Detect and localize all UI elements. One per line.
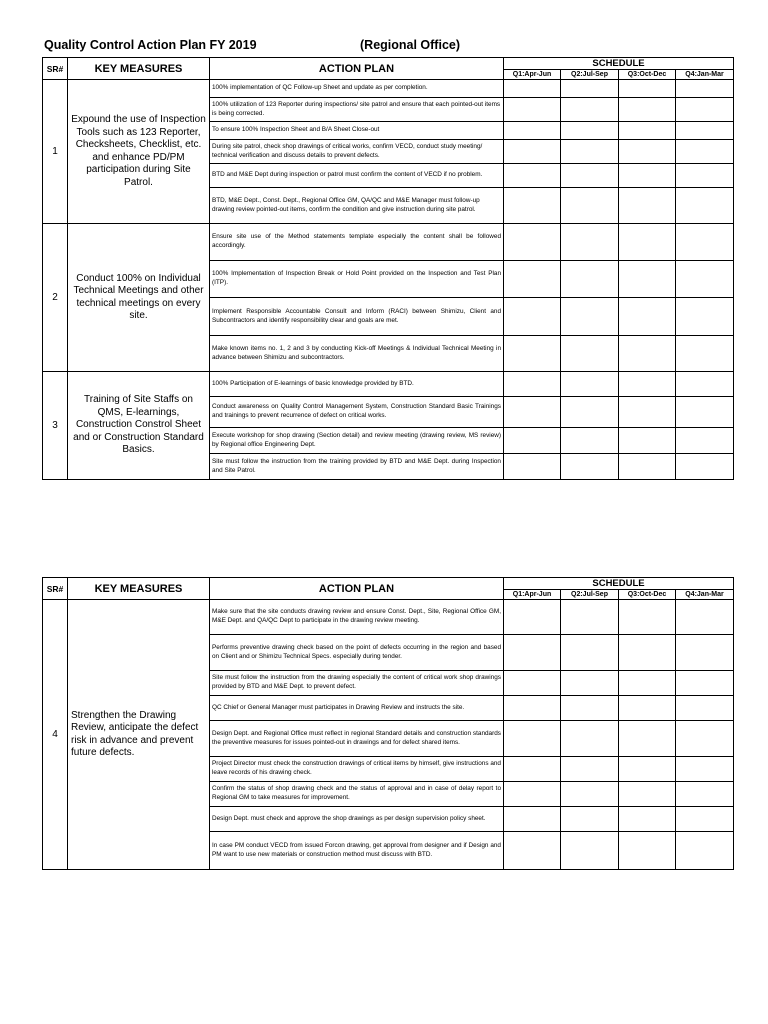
schedule-cell[interactable]	[561, 671, 619, 696]
schedule-cell[interactable]	[676, 372, 734, 397]
action-item: Site must follow the instruction from the drawing especially the content of critical work shop drawings provided by BTD and M&E Dept. to prevent defect.	[210, 671, 504, 696]
action-plan-table-2	[42, 577, 734, 870]
schedule-cell[interactable]	[676, 188, 734, 224]
action-item: Make sure that the site conducts drawing review and ensure Const. Dept., Site, Regional Office GM, M&E Dept. and QA/QC Dept to participate in the drawing review meeting.	[210, 600, 504, 635]
schedule-cell[interactable]	[561, 140, 619, 164]
schedule-cell[interactable]	[619, 372, 676, 397]
schedule-cell[interactable]	[504, 188, 561, 224]
action-item: Project Director must check the construction drawings of critical items by himself, give instructions and leave records of his drawing check.	[210, 757, 504, 782]
header-action-plan: ACTION PLAN	[210, 58, 504, 80]
schedule-cell[interactable]	[619, 336, 676, 372]
schedule-cell[interactable]	[561, 372, 619, 397]
schedule-cell[interactable]	[504, 224, 561, 261]
schedule-cell[interactable]	[504, 298, 561, 336]
header-schedule: SCHEDULE	[504, 58, 734, 70]
schedule-cell[interactable]	[619, 188, 676, 224]
schedule-cell[interactable]	[561, 80, 619, 98]
header-key-measures: KEY MEASURES	[68, 578, 210, 600]
schedule-cell[interactable]	[504, 122, 561, 140]
schedule-cell[interactable]	[561, 635, 619, 671]
schedule-cell[interactable]	[561, 298, 619, 336]
header-q4: Q4:Jan-Mar	[676, 70, 734, 80]
row-sr: 3	[43, 372, 68, 480]
header-sr: SR#	[43, 58, 68, 80]
schedule-cell[interactable]	[504, 600, 561, 635]
header-q1: Q1:Apr-Jun	[504, 70, 561, 80]
schedule-cell[interactable]	[504, 721, 561, 757]
table-row	[43, 80, 734, 98]
header-q1: Q1:Apr-Jun	[504, 590, 561, 600]
schedule-cell[interactable]	[619, 80, 676, 98]
schedule-cell[interactable]	[504, 635, 561, 671]
schedule-cell[interactable]	[619, 397, 676, 428]
row-sr: 1	[43, 80, 68, 224]
action-plan-table-1	[42, 57, 734, 480]
schedule-cell[interactable]	[561, 336, 619, 372]
schedule-cell[interactable]	[504, 428, 561, 454]
key-measure: Conduct 100% on Individual Technical Meetings and other technical meetings on every site.	[68, 224, 210, 372]
schedule-cell[interactable]	[619, 98, 676, 122]
schedule-cell[interactable]	[676, 140, 734, 164]
header-sr: SR#	[43, 578, 68, 600]
schedule-cell[interactable]	[504, 336, 561, 372]
schedule-cell[interactable]	[619, 635, 676, 671]
schedule-cell[interactable]	[561, 454, 619, 480]
key-measure: Training of Site Staffs on QMS, E-learnings, Construction Constrol Sheet and or Construction Standard Basics.	[68, 372, 210, 480]
schedule-cell[interactable]	[504, 782, 561, 807]
schedule-cell[interactable]	[676, 600, 734, 635]
schedule-cell[interactable]	[561, 98, 619, 122]
action-item: Design Dept. and Regional Office must reflect in regional Standard details and construction standards the preventive measures for issues pointed-out in drawings and for defect shared items.	[210, 721, 504, 757]
schedule-cell[interactable]	[504, 164, 561, 188]
header-q3: Q3:Oct-Dec	[619, 590, 676, 600]
schedule-cell[interactable]	[561, 696, 619, 721]
action-item: BTD, M&E Dept., Const. Dept., Regional Office GM, QA/QC and M&E Manager must follow-up drawing review pointed-out items, confirm the condition and give instruction during site patrol.	[210, 188, 504, 224]
schedule-cell[interactable]	[619, 164, 676, 188]
schedule-cell[interactable]	[676, 454, 734, 480]
header-action-plan: ACTION PLAN	[210, 578, 504, 600]
schedule-cell[interactable]	[504, 397, 561, 428]
schedule-cell[interactable]	[561, 807, 619, 832]
schedule-cell[interactable]	[504, 454, 561, 480]
row-sr: 2	[43, 224, 68, 372]
action-item: During site patrol, check shop drawings of critical works, confirm VECD, conduct study meeting/ technical verification and discuss details to prevent defects.	[210, 140, 504, 164]
action-item: Make known items no. 1, 2 and 3 by conducting Kick-off Meetings & Individual Technical Meeting in advance between Shimizu and subcontractors.	[210, 336, 504, 372]
schedule-cell[interactable]	[561, 600, 619, 635]
schedule-cell[interactable]	[676, 635, 734, 671]
action-item: 100% utilization of 123 Reporter during inspections/ site patrol and ensure that each pointed-out items is being corrected.	[210, 98, 504, 122]
action-item: To ensure 100% Inspection Sheet and B/A Sheet Close-out	[210, 122, 504, 140]
schedule-cell[interactable]	[561, 782, 619, 807]
header-q2: Q2:Jul-Sep	[561, 70, 619, 80]
schedule-cell[interactable]	[561, 428, 619, 454]
schedule-cell[interactable]	[619, 696, 676, 721]
schedule-cell[interactable]	[561, 397, 619, 428]
schedule-cell[interactable]	[676, 671, 734, 696]
action-item: In case PM conduct VECD from issued Forcon drawing, get approval from designer and if Design and PM want to use new materials or construction method must discuss with BTD.	[210, 832, 504, 870]
schedule-cell[interactable]	[561, 188, 619, 224]
table-row	[43, 372, 734, 397]
schedule-cell[interactable]	[676, 80, 734, 98]
schedule-cell[interactable]	[561, 224, 619, 261]
schedule-cell[interactable]	[619, 721, 676, 757]
header-schedule: SCHEDULE	[504, 578, 734, 590]
schedule-cell[interactable]	[619, 807, 676, 832]
header-q4: Q4:Jan-Mar	[676, 590, 734, 600]
schedule-cell[interactable]	[676, 224, 734, 261]
schedule-cell[interactable]	[619, 298, 676, 336]
schedule-cell[interactable]	[619, 428, 676, 454]
action-item: BTD and M&E Dept during inspection or patrol must confirm the content of VECD if no problem.	[210, 164, 504, 188]
schedule-cell[interactable]	[676, 807, 734, 832]
action-item: Ensure site use of the Method statements template especially the content shall be followed accordingly.	[210, 224, 504, 261]
schedule-cell[interactable]	[676, 832, 734, 870]
document-title-bar	[44, 38, 724, 56]
row-sr: 4	[43, 600, 68, 870]
schedule-cell[interactable]	[561, 721, 619, 757]
schedule-cell[interactable]	[619, 224, 676, 261]
schedule-cell[interactable]	[676, 98, 734, 122]
action-item: QC Chief or General Manager must participates in Drawing Review and instructs the site.	[210, 696, 504, 721]
schedule-cell[interactable]	[504, 140, 561, 164]
schedule-cell[interactable]	[504, 696, 561, 721]
schedule-cell[interactable]	[504, 807, 561, 832]
schedule-cell[interactable]	[561, 832, 619, 870]
header-key-measures: KEY MEASURES	[68, 58, 210, 80]
key-measure: Strengthen the Drawing Review, anticipate the defect risk in advance and prevent future defects.	[68, 600, 210, 870]
schedule-cell[interactable]	[676, 757, 734, 782]
action-item: 100% implementation of QC Follow-up Sheet and update as per completion.	[210, 80, 504, 98]
schedule-cell[interactable]	[619, 600, 676, 635]
action-item: Performs preventive drawing check based on the point of defects occurring in the region and based on Client and or Shimizu Technical Specs. especially during tender.	[210, 635, 504, 671]
action-item: Confirm the status of shop drawing check and the status of approval and in case of delay report to Regional GM to take measures for improvement.	[210, 782, 504, 807]
schedule-cell[interactable]	[619, 782, 676, 807]
action-item: Conduct awareness on Quality Control Management System, Construction Standard Basic Trainings and trainings to prevent recurrence of defect on critical works.	[210, 397, 504, 428]
schedule-cell[interactable]	[619, 122, 676, 140]
schedule-cell[interactable]	[619, 140, 676, 164]
schedule-cell[interactable]	[619, 454, 676, 480]
schedule-cell[interactable]	[619, 757, 676, 782]
table-row	[43, 600, 734, 635]
schedule-cell[interactable]	[676, 164, 734, 188]
schedule-cell[interactable]	[561, 757, 619, 782]
schedule-cell[interactable]	[676, 397, 734, 428]
schedule-cell[interactable]	[619, 832, 676, 870]
action-item: Implement Responsible Accountable Consult and Inform (RACI) between Shimizu, Client and Subcontractors and identify responsibility clear and goals are met.	[210, 298, 504, 336]
table-row	[43, 224, 734, 261]
schedule-cell[interactable]	[676, 298, 734, 336]
header-q3: Q3:Oct-Dec	[619, 70, 676, 80]
schedule-cell[interactable]	[504, 372, 561, 397]
action-item: Execute workshop for shop drawing (Section detail) and review meeting (drawing review, MS review) by Regional office Engineering Dept.	[210, 428, 504, 454]
action-item: 100% Participation of E-learnings of basic knowledge provided by BTD.	[210, 372, 504, 397]
action-item: Design Dept. must check and approve the shop drawings as per design supervision policy sheet.	[210, 807, 504, 832]
header-q2: Q2:Jul-Sep	[561, 590, 619, 600]
document-title: Quality Control Action Plan FY 2019	[44, 38, 257, 52]
schedule-cell[interactable]	[504, 757, 561, 782]
office-label: (Regional Office)	[360, 38, 461, 52]
schedule-cell[interactable]	[504, 671, 561, 696]
schedule-cell[interactable]	[619, 261, 676, 298]
schedule-cell[interactable]	[676, 428, 734, 454]
schedule-cell[interactable]	[561, 164, 619, 188]
schedule-cell[interactable]	[504, 832, 561, 870]
schedule-cell[interactable]	[676, 721, 734, 757]
key-measure: Expound the use of Inspection Tools such as 123 Reporter, Checksheets, Checklist, etc. and enhance PD/PM participation during Site Patrol.	[68, 80, 210, 224]
schedule-cell[interactable]	[561, 122, 619, 140]
schedule-cell[interactable]	[504, 261, 561, 298]
action-item: 100% Implementation of Inspection Break or Hold Point provided on the Inspection and Test Plan (ITP).	[210, 261, 504, 298]
schedule-cell[interactable]	[676, 696, 734, 721]
schedule-cell[interactable]	[504, 98, 561, 122]
action-item: Site must follow the instruction from the training provided by BTD and M&E Dept. during Inspection and Site Patrol.	[210, 454, 504, 480]
schedule-cell[interactable]	[676, 122, 734, 140]
schedule-cell[interactable]	[619, 671, 676, 696]
schedule-cell[interactable]	[561, 261, 619, 298]
schedule-cell[interactable]	[676, 782, 734, 807]
schedule-cell[interactable]	[504, 80, 561, 98]
schedule-cell[interactable]	[676, 261, 734, 298]
schedule-cell[interactable]	[676, 336, 734, 372]
